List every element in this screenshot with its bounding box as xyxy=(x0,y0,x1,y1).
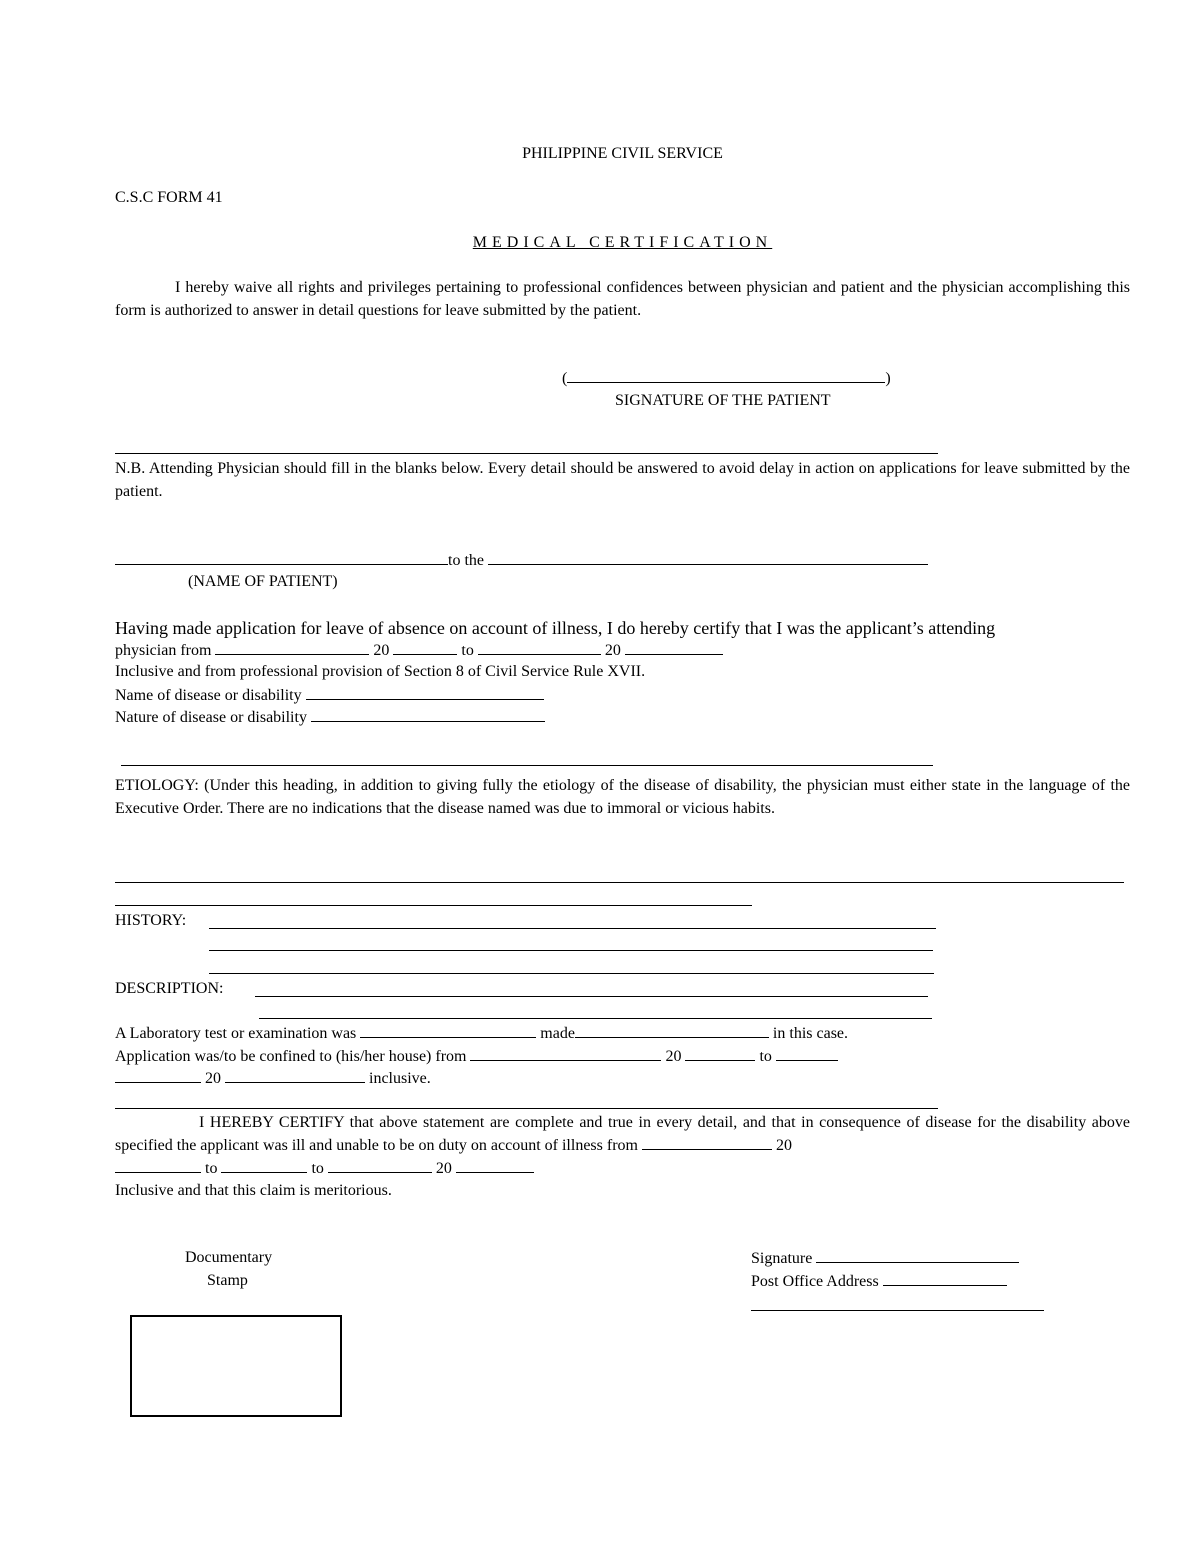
patient-signature-label: SIGNATURE OF THE PATIENT xyxy=(615,392,831,409)
disease-name-row[interactable] xyxy=(115,685,544,706)
physician-from-label: physician from xyxy=(115,642,212,659)
year-prefix: 20 xyxy=(604,642,621,659)
ill-to-year-blank[interactable] xyxy=(456,1158,534,1173)
divider xyxy=(115,453,938,454)
from-year-blank[interactable] xyxy=(393,640,457,655)
disease-name-blank[interactable] xyxy=(306,685,544,700)
history-answer-line[interactable] xyxy=(209,950,933,951)
confined-to-blank[interactable] xyxy=(776,1046,838,1061)
to-label: to xyxy=(461,642,474,659)
year-prefix: 20 xyxy=(435,1160,452,1177)
lab-test-blank[interactable] xyxy=(360,1023,536,1038)
disease-nature-row[interactable] xyxy=(115,707,545,728)
confined-to-date-blank[interactable] xyxy=(115,1068,201,1083)
post-office-address-line[interactable] xyxy=(751,1310,1044,1311)
to-label: to xyxy=(759,1048,772,1065)
history-answer-line[interactable] xyxy=(209,928,936,929)
divider xyxy=(121,765,933,766)
lab-made-blank[interactable] xyxy=(575,1023,769,1038)
patient-name-blank[interactable] xyxy=(115,550,448,565)
etiology-answer-line[interactable] xyxy=(115,882,1124,883)
description-answer-line[interactable] xyxy=(259,1018,932,1019)
confinement-row-2[interactable] xyxy=(115,1068,431,1089)
confined-from-year-blank[interactable] xyxy=(685,1046,755,1061)
patient-signature-blank[interactable] xyxy=(567,368,885,383)
ill-to-date-blank[interactable] xyxy=(328,1158,432,1173)
post-office-blank[interactable] xyxy=(883,1271,1007,1286)
lab-suffix: in this case. xyxy=(772,1025,849,1042)
confined-to-year-blank[interactable] xyxy=(225,1068,365,1083)
meritorious-statement: Inclusive and that this claim is meritorious. xyxy=(115,1182,392,1199)
to-the-label: to the xyxy=(448,552,484,569)
cert-line-1: Having made application for leave of absence on account of illness, I do hereby certify that I was the applicant’s attending xyxy=(115,618,996,638)
disease-name-label: Name of disease or disability xyxy=(115,687,302,704)
certify-dates-row[interactable] xyxy=(115,1158,534,1179)
year-prefix: 20 xyxy=(775,1136,792,1154)
documentary-label: Documentary xyxy=(185,1249,273,1266)
inclusive-provision: Inclusive and from professional provision of Section 8 of Civil Service Rule XVII. xyxy=(115,663,646,680)
to-year-blank[interactable] xyxy=(625,640,723,655)
year-prefix: 20 xyxy=(205,1070,221,1087)
confinement-row[interactable] xyxy=(115,1046,838,1067)
confinement-prefix: Application was/to be confined to (his/her house) from xyxy=(115,1048,467,1065)
nb-paragraph: N.B. Attending Physician should fill in the blanks below. Every detail should be answered to avoid delay in action on applications for leave submitted by the patient. xyxy=(115,460,1130,500)
divider xyxy=(115,1108,938,1109)
disease-nature-label: Nature of disease or disability xyxy=(115,709,307,726)
to-label: to xyxy=(205,1160,218,1177)
inclusive-label: inclusive. xyxy=(369,1070,431,1087)
disease-nature-blank[interactable] xyxy=(311,707,545,722)
physician-signature-row[interactable] xyxy=(751,1248,1019,1269)
agency-title: PHILIPPINE CIVIL SERVICE xyxy=(522,145,723,162)
history-label: HISTORY: xyxy=(115,912,187,929)
certify-text: I HEREBY CERTIFY that above statement are complete and true in every detail, and that in consequence of disease for the disability above specified the applicant was ill and unable to be on duty on account of illness from xyxy=(115,1114,1130,1154)
description-answer-line[interactable] xyxy=(255,996,928,997)
stamp-label: Stamp xyxy=(207,1272,248,1289)
from-date-blank[interactable] xyxy=(215,640,369,655)
paren-open: ( xyxy=(562,370,568,387)
confined-from-blank[interactable] xyxy=(470,1046,661,1061)
attending-dates-row[interactable] xyxy=(115,640,723,661)
description-label: DESCRIPTION: xyxy=(115,980,224,997)
signature-label: Signature xyxy=(751,1250,813,1267)
etiology-answer-line[interactable] xyxy=(115,905,752,906)
paren-close: ) xyxy=(885,370,891,387)
lab-prefix: A Laboratory test or examination was xyxy=(115,1025,357,1042)
form-number: C.S.C FORM 41 xyxy=(115,189,223,206)
certify-paragraph xyxy=(115,1112,1130,1157)
to-date-blank[interactable] xyxy=(478,640,601,655)
etiology-paragraph: ETIOLOGY: (Under this heading, in addition to giving fully the etiology of the disease of disability, the physician must either state in the language of the Executive Order. There are no indications that the disease named was due to immoral or vicious habits. xyxy=(115,777,1130,817)
ill-to-blank[interactable] xyxy=(221,1158,307,1173)
ill-from-blank[interactable] xyxy=(642,1135,772,1150)
lab-row[interactable] xyxy=(115,1023,848,1044)
waiver-paragraph: I hereby waive all rights and privileges pertaining to professional confidences between physician and patient and the physician accomplishing this form is authorized to answer in detail questions for leave submitted by the patient. xyxy=(115,279,1130,319)
history-answer-line[interactable] xyxy=(209,973,934,974)
post-office-row[interactable] xyxy=(751,1271,1007,1292)
document-title: MEDICAL CERTIFICATION xyxy=(472,234,773,251)
year-prefix: 20 xyxy=(373,642,390,659)
patient-name-row[interactable] xyxy=(115,550,928,571)
year-prefix: 20 xyxy=(665,1048,682,1065)
patient-name-label: (NAME OF PATIENT) xyxy=(188,573,338,590)
physician-signature-blank[interactable] xyxy=(816,1248,1019,1263)
patient-signature-field[interactable] xyxy=(562,368,891,389)
post-office-label: Post Office Address xyxy=(751,1273,879,1290)
to-label: to xyxy=(311,1160,324,1177)
documentary-stamp-box xyxy=(130,1315,342,1417)
ill-from-year-blank[interactable] xyxy=(115,1158,201,1173)
lab-made-label: made xyxy=(540,1025,575,1042)
agency-blank[interactable] xyxy=(488,550,928,565)
